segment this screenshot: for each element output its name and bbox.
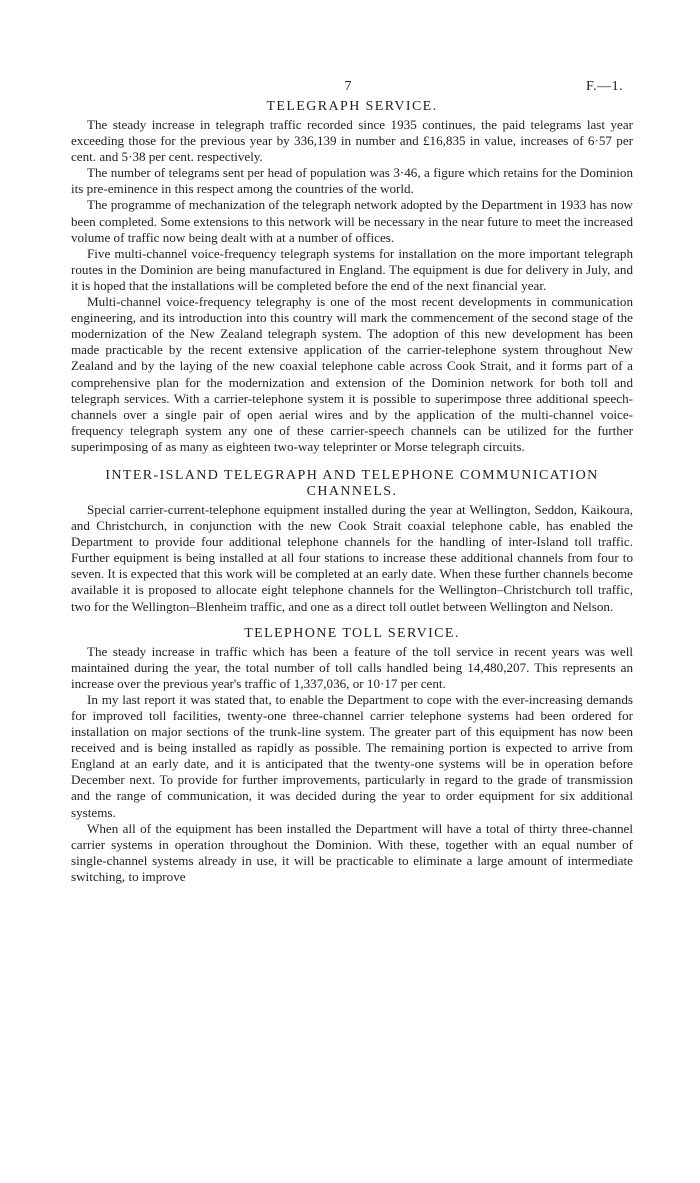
section-telephone-toll-service [71,626,633,885]
paragraph: The programme of mechanization of the telegraph network adopted by the Department in 1933 has now been completed. Some extensions to this network will be necessary in the near future to meet the increased volume of traffic now being dealt with at a number of offices. [71,197,633,245]
section-inter-island-channels [71,468,633,615]
page-number: 7 [344,79,352,94]
paragraph: The steady increase in telegraph traffic recorded since 1935 continues, the paid telegrams last year exceeding those for the previous year by 336,139 in number and £16,835 in value, increases of 6·57 per cent. and 5·38 per cent. respectively. [71,117,633,165]
section-telegraph-service [71,99,633,455]
paragraph: When all of the equipment has been installed the Department will have a total of thirty three-channel carrier systems in operation throughout the Dominion. With these, together with an equal number of single-channel systems already in use, it will be practicable to eliminate a large amount of intermediate switching, to improve [71,820,633,884]
paragraph: Special carrier-current-telephone equipment installed during the year at Wellington, Seddon, Kaikoura, and Christchurch, in conjunction with the new Cook Strait coaxial telephone cable, has enabled the Department to provide four additional telephone channels for the handling of inter-Island toll traffic. Further equipment is being installed at all four stations to increase these additional channels from four to seven. It is expected that this work will be completed at an early date. When these further channels become available it is proposed to allocate eight telephone channels for the Wellington–Christchurch toll traffic, two for the Wellington–Blenheim traffic, and one as a direct toll outlet between Wellington and Nelson. [71,501,633,614]
section-heading: TELEPHONE TOLL SERVICE. [244,625,460,641]
paragraph: The steady increase in traffic which has been a feature of the toll service in recent years was well maintained during the year, the total number of toll calls handled being 14,480,207. This represents an increase over the previous year's traffic of 1,337,036, or 10·17 per cent. [71,643,633,691]
paragraph: Five multi-channel voice-frequency telegraph systems for installation on the more important telegraph routes in the Dominion are being manufactured in England. The equipment is due for delivery in July, and it is hoped that the installations will be completed before the end of the next financial year. [71,245,633,293]
page-content [71,99,633,885]
paragraph: Multi-channel voice-frequency telegraphy is one of the most recent developments in communication engineering, and its introduction into this country will mark the commencement of the second stage of the modernization of the New Zealand telegraph system. The adoption of this new development has been made practicable by the recent extensive application of the carrier-telephone system throughout New Zealand and by the laying of the new coaxial telephone cable across Cook Strait, and it forms part of a comprehensive plan for the modernization and extension of the Dominion network for both toll and telegraph services. With a carrier-telephone system it is possible to superimpose three additional speech-channels over a single pair of open aerial wires and by the application of the multi-channel voice-frequency telegraph system any one of these carrier-speech channels can be utilized for the further superimposing of as many as eighteen two-way teleprinter or Morse telegraph circuits. [71,294,633,454]
paragraph: In my last report it was stated that, to enable the Department to cope with the ever-increasing demands for improved toll facilities, twenty-one three-channel carrier telephone systems had been ordered for installation on major sections of the trunk-line system. The greater part of this equipment has now been received and is being installed as rapidly as possible. The remaining portion is expected to arrive from England at an early date, and it is anticipated that the twenty-one systems will be in operation before December next. To provide for further improvements, particularly in regard to the grade of transmission and the range of communication, it was decided during the year to order equipment for six additional systems. [71,691,633,820]
section-heading: TELEGRAPH SERVICE. [266,99,438,114]
paragraph: The number of telegrams sent per head of population was 3·46, a figure which retains for the Dominion its pre-eminence in this respect among the countries of the world. [71,165,633,197]
section-heading: INTER-ISLAND TELEGRAPH AND TELEPHONE COMMUNICATION CHANNELS. [105,467,599,499]
document-reference: F.—1. [586,79,624,94]
